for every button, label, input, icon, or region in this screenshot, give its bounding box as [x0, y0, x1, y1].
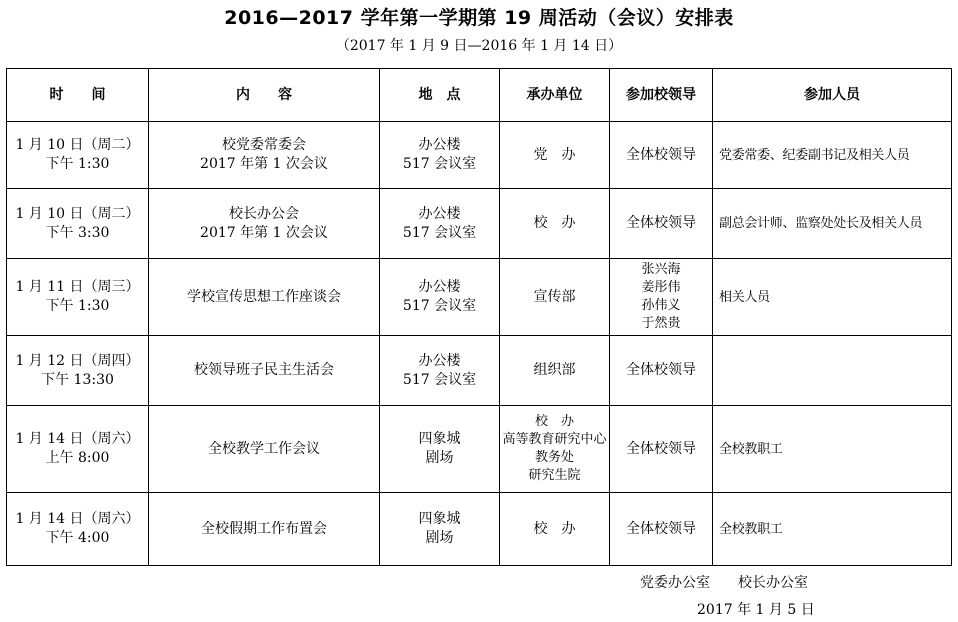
footer-issue-date: 2017 年 1 月 5 日	[697, 602, 815, 618]
cell-content	[149, 259, 380, 336]
cell-time	[7, 493, 149, 566]
cell-organizer-line: 校 办	[533, 215, 576, 231]
cell-time-line: 下午 13:30	[41, 371, 114, 388]
table-row	[7, 493, 952, 566]
cell-leaders	[610, 122, 713, 189]
cell-location-line: 办公楼	[418, 205, 461, 222]
table-row	[7, 259, 952, 336]
cell-attendees: 全校教职工	[713, 406, 952, 493]
cell-leaders	[610, 189, 713, 259]
cell-content-line: 全校教学工作会议	[208, 440, 320, 457]
cell-leaders	[610, 336, 713, 406]
cell-leaders-line: 张兴海	[641, 262, 681, 277]
cell-organizer-line: 组织部	[533, 362, 576, 378]
cell-time-line: 下午 4:00	[45, 530, 110, 546]
cell-organizer-line: 宣传部	[533, 288, 576, 305]
cell-location-line: 办公楼	[418, 137, 461, 153]
cell-time-line: 上午 8:00	[45, 450, 110, 466]
cell-leaders-line: 孙伟义	[641, 298, 681, 313]
footer-issuing-offices: 党委办公室 校长办公室	[640, 575, 808, 591]
cell-time-line: 1 月 14 日（周六）	[15, 431, 140, 447]
cell-location-line: 517 会议室	[402, 298, 477, 314]
cell-location-line: 办公楼	[418, 352, 461, 369]
cell-time-line: 1 月 10 日（周二）	[15, 137, 140, 153]
cell-leaders-line: 全体校领导	[626, 146, 696, 163]
cell-time-line: 1 月 14 日（周六）	[15, 511, 140, 527]
cell-attendees: 全校教职工	[713, 493, 952, 566]
cell-leaders	[610, 259, 713, 336]
header-organizer: 承办单位	[500, 69, 610, 122]
cell-location	[380, 122, 500, 189]
cell-location	[380, 189, 500, 259]
cell-location-line: 办公楼	[418, 279, 461, 295]
cell-content-line: 校党委常委会	[222, 137, 306, 153]
cell-time-line: 下午 1:30	[45, 156, 110, 172]
cell-content	[149, 122, 380, 189]
cell-organizer	[500, 336, 610, 406]
cell-time	[7, 336, 149, 406]
cell-location-line: 517 会议室	[402, 156, 477, 172]
table-row	[7, 189, 952, 259]
cell-leaders-line: 于然贵	[641, 316, 681, 331]
table-header-row	[7, 69, 952, 122]
table-row	[7, 336, 952, 406]
cell-organizer	[500, 189, 610, 259]
cell-content-line: 校领导班子民主生活会	[194, 362, 334, 378]
cell-location-line: 剧场	[425, 530, 454, 546]
cell-time-line: 下午 1:30	[45, 298, 110, 314]
cell-attendees	[713, 336, 952, 406]
cell-time	[7, 406, 149, 493]
cell-location-line: 四象城	[418, 431, 461, 447]
cell-time	[7, 189, 149, 259]
cell-leaders	[610, 406, 713, 493]
cell-attendees: 党委常委、纪委副书记及相关人员	[713, 122, 952, 189]
cell-content	[149, 493, 380, 566]
cell-attendees: 相关人员	[713, 259, 952, 336]
cell-location	[380, 336, 500, 406]
cell-leaders-line: 全体校领导	[626, 215, 696, 231]
cell-organizer	[500, 259, 610, 336]
cell-location	[380, 406, 500, 493]
cell-location-line: 517 会议室	[402, 224, 477, 241]
cell-location	[380, 259, 500, 336]
cell-organizer-line: 校 办	[533, 520, 576, 537]
cell-time-line: 1 月 10 日（周二）	[15, 205, 140, 222]
cell-organizer-line: 校 办	[534, 414, 574, 429]
cell-organizer-line: 党 办	[533, 146, 576, 163]
cell-content-line: 2017 年第 1 次会议	[200, 224, 328, 241]
header-time: 时 间	[7, 69, 149, 122]
cell-time-line: 下午 3:30	[45, 224, 110, 241]
cell-location-line: 517 会议室	[402, 371, 477, 388]
cell-location-line: 四象城	[418, 511, 461, 527]
cell-organizer	[500, 122, 610, 189]
cell-location	[380, 493, 500, 566]
cell-organizer-line: 高等教育研究中心	[502, 432, 607, 447]
cell-leaders-line: 姜彤伟	[641, 280, 681, 295]
cell-content-line: 全校假期工作布置会	[201, 520, 327, 537]
cell-leaders	[610, 493, 713, 566]
cell-time-line: 1 月 12 日（周四）	[15, 352, 140, 369]
cell-organizer-line: 教务处	[534, 450, 574, 465]
cell-content	[149, 336, 380, 406]
cell-time	[7, 259, 149, 336]
cell-leaders-line: 全体校领导	[626, 520, 696, 537]
table-row	[7, 406, 952, 493]
cell-content-line: 校长办公会	[229, 205, 299, 222]
table-row	[7, 122, 952, 189]
cell-location-line: 剧场	[425, 450, 454, 466]
header-location: 地 点	[380, 69, 500, 122]
cell-content-line: 2017 年第 1 次会议	[200, 156, 328, 172]
document-date-range: （2017 年 1 月 9 日—2016 年 1 月 14 日）	[335, 38, 623, 54]
cell-organizer-line: 研究生院	[528, 468, 581, 483]
cell-organizer	[500, 493, 610, 566]
schedule-table	[6, 68, 952, 566]
header-content: 内 容	[149, 69, 380, 122]
document-title: 2016—2017 学年第一学期第 19 周活动（会议）安排表	[224, 7, 734, 29]
header-attendees: 参加人员	[713, 69, 952, 122]
cell-attendees: 副总会计师、监察处处长及相关人员	[713, 189, 952, 259]
cell-content	[149, 406, 380, 493]
cell-organizer	[500, 406, 610, 493]
cell-content	[149, 189, 380, 259]
header-leaders: 参加校领导	[610, 69, 713, 122]
cell-leaders-line: 全体校领导	[626, 440, 696, 457]
cell-content-line: 学校宣传思想工作座谈会	[187, 288, 341, 305]
cell-time	[7, 122, 149, 189]
cell-leaders-line: 全体校领导	[626, 362, 696, 378]
cell-time-line: 1 月 11 日（周三）	[15, 279, 140, 295]
